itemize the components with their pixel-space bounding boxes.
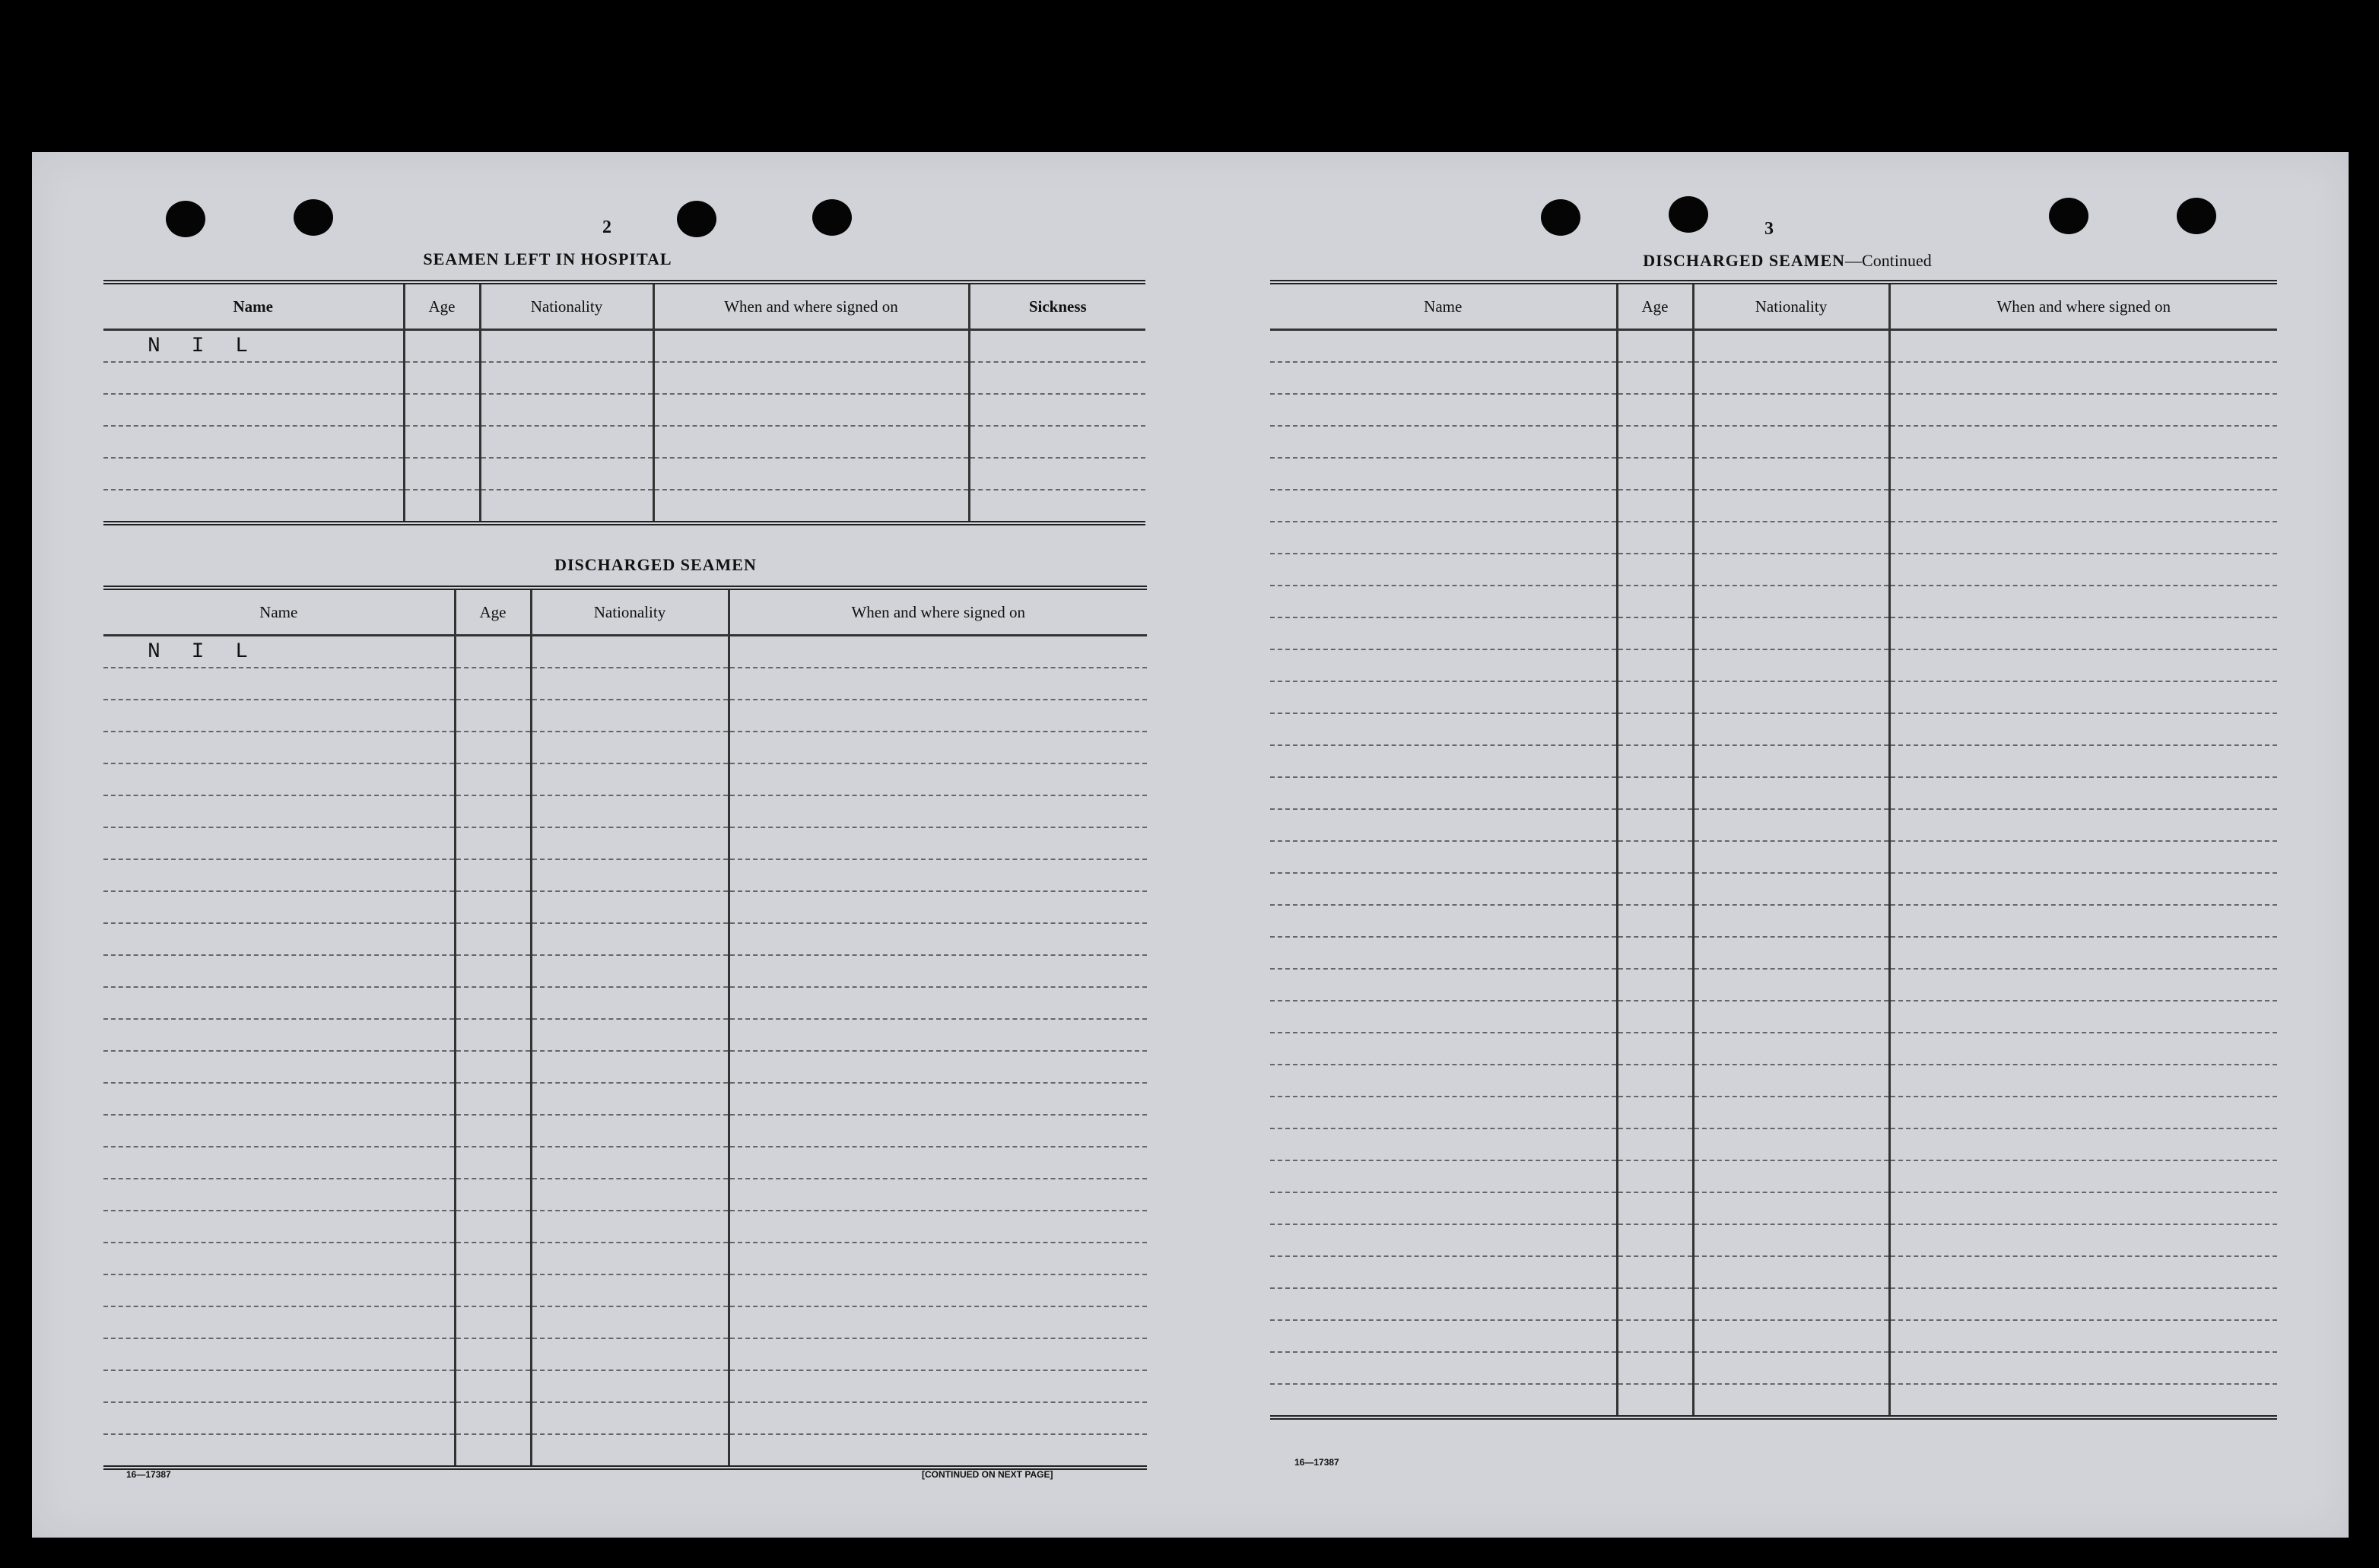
table-row	[103, 763, 1147, 795]
table-row	[103, 426, 1145, 458]
hospital-table	[103, 280, 1145, 525]
table-row	[103, 827, 1147, 859]
table-row	[1270, 713, 2277, 745]
table-row	[103, 1051, 1147, 1083]
table-row	[103, 891, 1147, 923]
table-row	[1270, 841, 2277, 873]
table-row	[1270, 809, 2277, 841]
punch-hole	[2049, 198, 2088, 234]
hospital-header-row	[103, 282, 1145, 330]
table-row	[1270, 586, 2277, 617]
table-row	[103, 1179, 1147, 1211]
right-page-number: 3	[1764, 219, 1774, 239]
table-row	[1270, 1352, 2277, 1384]
table-row	[103, 458, 1145, 490]
punch-hole	[294, 199, 333, 236]
table-row	[103, 1338, 1147, 1370]
header-age: Age	[1617, 282, 1693, 330]
table-row	[103, 1306, 1147, 1338]
table-row	[103, 955, 1147, 987]
table-row	[103, 1402, 1147, 1434]
left-form-number: 16—17387	[126, 1469, 171, 1480]
table-row	[1270, 1097, 2277, 1128]
table-row	[1270, 1128, 2277, 1160]
table-row	[1270, 1256, 2277, 1288]
table-row	[1270, 649, 2277, 681]
table-row	[103, 1274, 1147, 1306]
table-row	[1270, 394, 2277, 426]
table-row	[103, 330, 1145, 363]
table-row	[103, 700, 1147, 732]
title-text: DISCHARGED SEAMEN	[1643, 251, 1846, 270]
header-signed-on: When and where signed on	[729, 588, 1147, 636]
table-row	[103, 1434, 1147, 1468]
discharged-section-title: DISCHARGED SEAMEN	[554, 555, 757, 574]
table-row	[103, 636, 1147, 668]
table-row	[1270, 937, 2277, 969]
punch-hole	[677, 201, 716, 237]
table-row	[103, 394, 1145, 426]
table-row	[103, 362, 1145, 394]
table-row	[1270, 1192, 2277, 1224]
discharged-continued-title	[1521, 251, 2053, 271]
table-row	[103, 1370, 1147, 1402]
punch-hole	[166, 201, 205, 237]
table-row	[103, 668, 1147, 700]
right-form-number: 16—17387	[1294, 1457, 1339, 1468]
nil-entry: N I L	[103, 636, 455, 668]
table-row	[1270, 1160, 2277, 1192]
table-row	[103, 1243, 1147, 1274]
table-row	[1270, 969, 2277, 1001]
header-nationality: Nationality	[531, 588, 729, 636]
table-row	[1270, 490, 2277, 522]
punch-hole	[812, 199, 852, 236]
table-row	[1270, 554, 2277, 586]
table-row	[103, 1083, 1147, 1115]
table-row	[1270, 1384, 2277, 1417]
table-row	[1270, 745, 2277, 777]
table-row	[103, 490, 1145, 523]
table-row	[1270, 426, 2277, 458]
header-nationality: Nationality	[1693, 282, 1889, 330]
table-row	[1270, 522, 2277, 554]
table-row	[1270, 873, 2277, 905]
discharged-continued-table	[1270, 280, 2277, 1420]
punch-hole	[1541, 199, 1580, 236]
hospital-section-title: SEAMEN LEFT IN HOSPITAL	[423, 249, 672, 268]
table-row	[1270, 1065, 2277, 1097]
header-name: Name	[103, 282, 404, 330]
table-row	[1270, 617, 2277, 649]
table-row	[1270, 681, 2277, 713]
table-row	[1270, 1001, 2277, 1033]
table-row	[1270, 1033, 2277, 1065]
left-page-number: 2	[602, 217, 611, 237]
table-row	[1270, 1224, 2277, 1256]
discharged-header-row	[103, 588, 1147, 636]
table-row	[103, 987, 1147, 1019]
table-row	[103, 732, 1147, 763]
table-row	[103, 1211, 1147, 1243]
scanned-document	[32, 152, 2349, 1538]
punch-hole	[2177, 198, 2216, 234]
header-signed-on: When and where signed on	[653, 282, 969, 330]
header-name: Name	[103, 588, 455, 636]
table-row	[103, 795, 1147, 827]
header-sickness: Sickness	[969, 282, 1145, 330]
header-name: Name	[1270, 282, 1617, 330]
nil-entry: N I L	[103, 330, 404, 363]
table-row	[1270, 458, 2277, 490]
table-row	[1270, 330, 2277, 363]
header-nationality: Nationality	[480, 282, 653, 330]
continued-note: [CONTINUED ON NEXT PAGE]	[922, 1469, 1053, 1480]
table-row	[103, 859, 1147, 891]
table-row	[1270, 1320, 2277, 1352]
header-age: Age	[404, 282, 480, 330]
title-suffix: —Continued	[1845, 251, 1932, 270]
table-row	[1270, 1288, 2277, 1320]
table-row	[1270, 905, 2277, 937]
discharged-table	[103, 586, 1147, 1470]
header-signed-on: When and where signed on	[1889, 282, 2277, 330]
punch-hole	[1669, 196, 1708, 233]
table-row	[103, 923, 1147, 955]
continued-header-row	[1270, 282, 2277, 330]
table-row	[1270, 362, 2277, 394]
table-row	[1270, 777, 2277, 809]
header-age: Age	[455, 588, 531, 636]
table-row	[103, 1019, 1147, 1051]
table-row	[103, 1115, 1147, 1147]
table-row	[103, 1147, 1147, 1179]
